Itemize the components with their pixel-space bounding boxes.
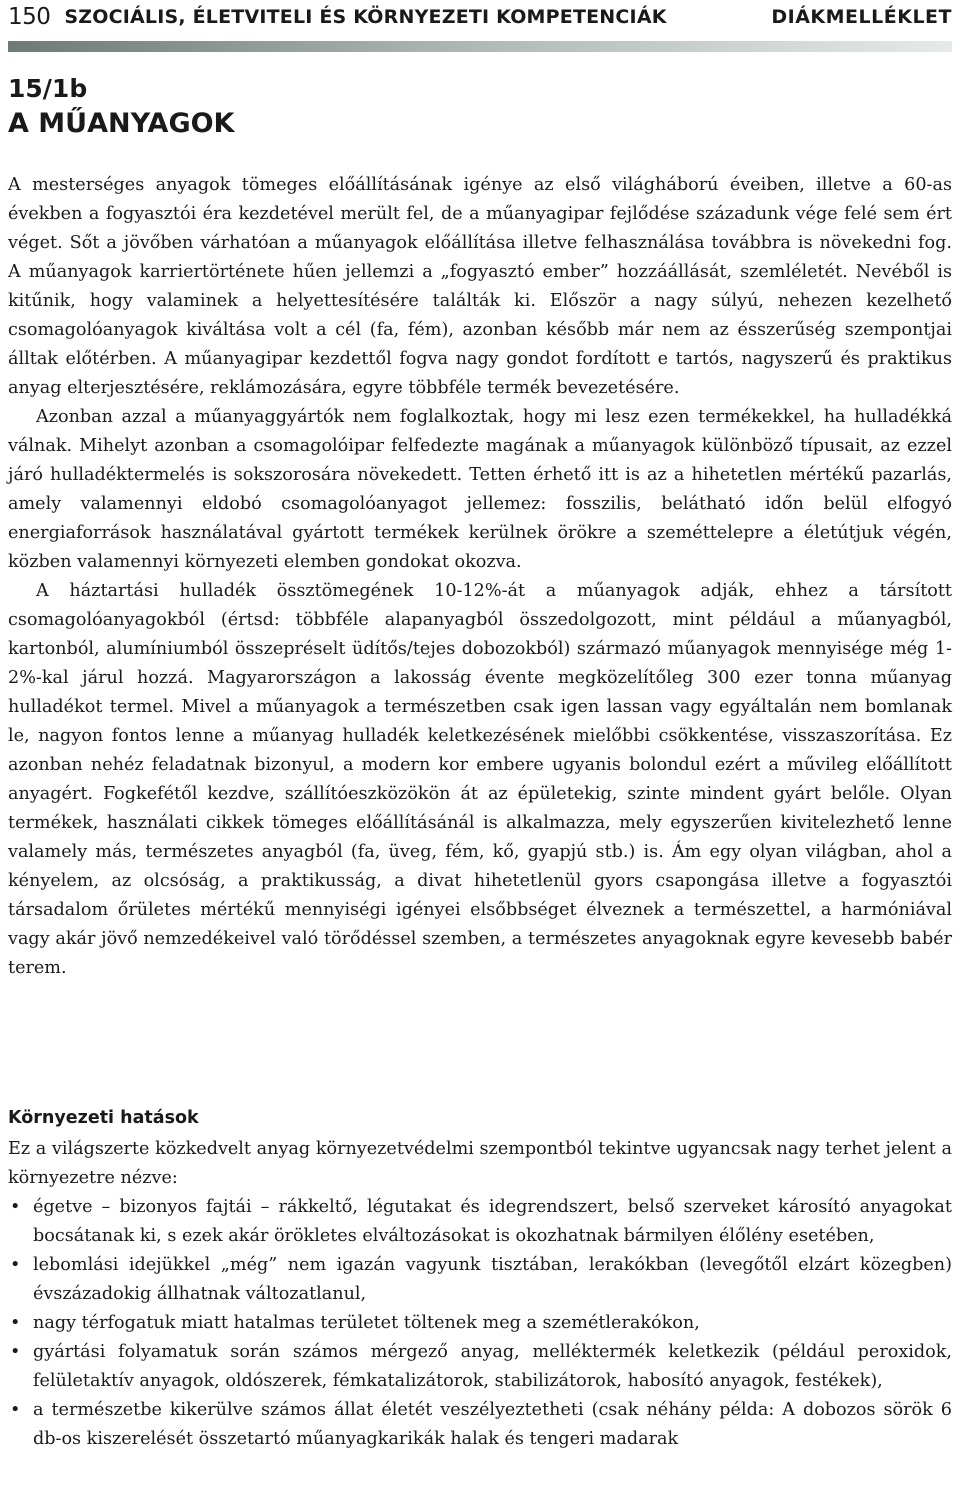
page-number: 150 bbox=[8, 4, 51, 30]
list-item-text: a természetbe kikerülve számos állat életét veszélyeztetheti (csak néhány példa: A dobozos sörök 6 db-os kiszerelését összetartó műanyagkarikák halak és tengeri madarak bbox=[33, 1400, 952, 1449]
bullet-icon: • bbox=[10, 1400, 21, 1420]
impact-list bbox=[8, 1193, 952, 1454]
header-rule bbox=[8, 41, 952, 52]
running-title: SZOCIÁLIS, ÉLETVITELI ÉS KÖRNYEZETI KOMPETENCIÁK bbox=[64, 6, 667, 28]
list-item bbox=[8, 1251, 952, 1309]
environment-section bbox=[8, 1135, 952, 1454]
list-item-text: gyártási folyamatuk során számos mérgező anyag, melléktermék keletkezik (például peroxidok, felületaktív anyagok, oldószerek, fémkatalizátorok, stabilizátorok, habosító anyagok, festékek), bbox=[33, 1342, 952, 1391]
list-item-text: égetve – bizonyos fajtái – rákkeltő, légutakat és idegrendszert, belső szerveket károsító anyagokat bocsátanak ki, s ezek akár örökletes elváltozásokat is okozhatnak bármilyen élőlény esetében, bbox=[33, 1197, 952, 1246]
environment-heading: Környezeti hatások bbox=[8, 1108, 199, 1128]
bullet-icon: • bbox=[10, 1197, 21, 1217]
list-item-text: lebomlási idejükkel „még” nem igazán vagyunk tisztában, lerakókban (levegőtől elzárt közegben) évszázadokig állhatnak változatlanul, bbox=[33, 1255, 952, 1304]
section-number: 15/1b bbox=[8, 74, 88, 103]
bullet-icon: • bbox=[10, 1313, 21, 1333]
list-item bbox=[8, 1338, 952, 1396]
bullet-icon: • bbox=[10, 1342, 21, 1362]
article-body bbox=[8, 171, 952, 983]
running-section-label: DIÁKMELLÉKLET bbox=[771, 6, 952, 28]
paragraph: Azonban azzal a műanyaggyártók nem foglalkoztak, hogy mi lesz ezen termékekkel, ha hulladékká válnak. Mihelyt azonban a csomagolóipar felfedezte magának a műanyagok különböző típusait, az ezzel járó hulladéktermelés is sokszorosára növekedett. Tetten érhető itt is az a hihetetlen mértékű pazarlás, amely valamennyi eldobó csomagolóanyagot jellemez: fosszilis, belátható időn belül elfogyó energiaforrások használatával gyártott termékek kerülnek örökre a szeméttelepre a életútjuk végén, közben valamennyi környezeti elemben gondokat okozva. bbox=[8, 407, 952, 572]
list-item bbox=[8, 1309, 952, 1338]
list-item bbox=[8, 1193, 952, 1251]
running-header bbox=[8, 0, 952, 34]
list-item bbox=[8, 1396, 952, 1454]
bullet-icon: • bbox=[10, 1255, 21, 1275]
list-item-text: nagy térfogatuk miatt hatalmas területet töltenek meg a szemétlerakókon, bbox=[33, 1313, 700, 1333]
section-title: A MŰANYAGOK bbox=[8, 108, 235, 139]
environment-intro: Ez a világszerte közkedvelt anyag környezetvédelmi szempontból tekintve ugyancsak nagy terhet jelent a környezetre nézve: bbox=[8, 1139, 952, 1188]
paragraph: A háztartási hulladék össztömegének 10-12%-át a műanyagok adják, ehhez a társított csomagolóanyagokból (értsd: többféle alapanyagból összedolgozott, mint például a műanyagból, kartonból, alumíniumból összepréselt üdítős/tejes dobozokból) származó műanyagok mennyisége még 1-2%-kal járul hozzá. Magyarországon a lakosság évente megközelítőleg 300 ezer tonna műanyag hulladékot termel. Mivel a műanyagok a természetben csak igen lassan vagy egyáltalán nem bomlanak le, nagyon fontos lenne a műanyag hulladék keletkezésének mielőbbi csökkentése, visszaszorítása. Ez azonban nehéz feladatnak bizonyul, a modern kor embere ugyanis bolondul ezért a művileg előállított anyagért. Fogkefétől kezdve, szállítóeszközökön át az épületekig, szinte mindent gyárt belőle. Olyan termékek, használati cikkek tömeges előállításánál is alkalmazza, mely egyszerűen kivitelezhető lenne valamely más, természetes anyagból (fa, üveg, fém, kő, gyapjú stb.) is. Ám egy olyan világban, ahol a kényelem, az olcsóság, a praktikusság, a divat hihetetlenül gyors csapongása illetve a fogyasztói társadalom őrületes mértékű mennyiségi igényei elsőbbséget élveznek a természettel, a harmóniával vagy akár jövő nemzedékeivel való törődéssel szemben, a természetes anyagoknak egyre kevesebb babér terem. bbox=[8, 581, 952, 978]
paragraph: A mesterséges anyagok tömeges előállításának igénye az első világháború éveiben, illetve a 60-as években a fogyasztói éra kezdetével merült fel, de a műanyagipar fejlődése századunk vége felé sem ért véget. Sőt a jövőben várhatóan a műanyagok előállítása illetve felhasználása továbbra is növekedni fog. A műanyagok karriertörténete hűen jellemzi a „fogyasztó ember” hozzáállását, szemléletét. Nevéből is kitűnik, hogy valaminek a helyettesítésére találták ki. Először a nagy súlyú, nehezen kezelhető csomagolóanyagok kiváltása volt a cél (fa, fém), azonban később már nem az ésszerűség szempontjai álltak előtérben. A műanyagipar kezdettől fogva nagy gondot fordított e tartós, nagyszerű és praktikus anyag elterjesztésére, reklámozására, egyre többféle termék bevezetésére. bbox=[8, 175, 952, 398]
